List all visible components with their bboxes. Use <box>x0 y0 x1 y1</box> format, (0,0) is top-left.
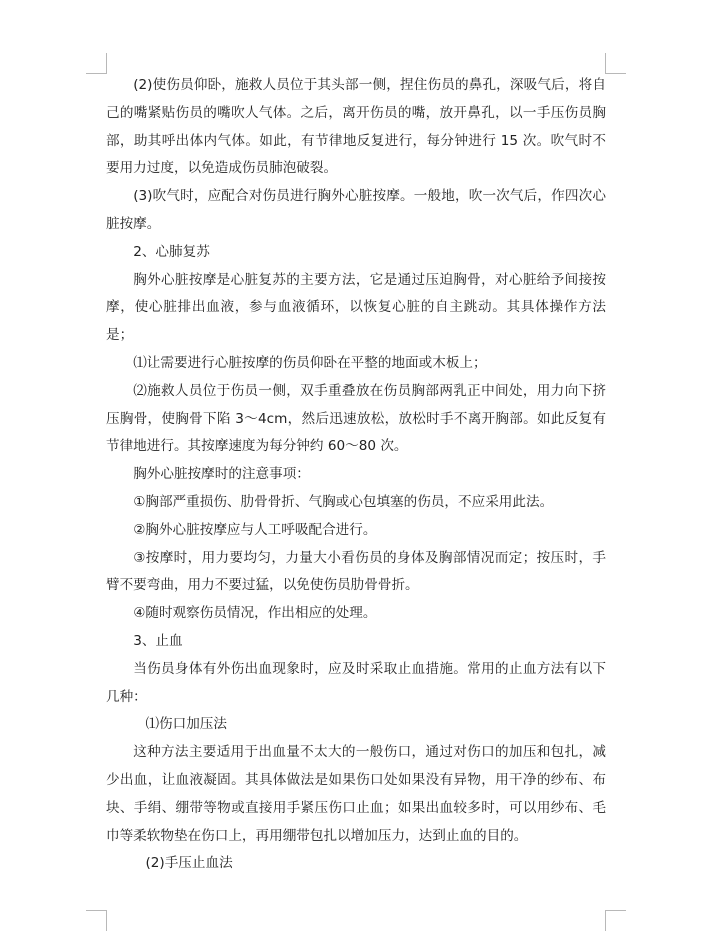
crop-mark-top-right <box>605 53 626 74</box>
section-heading-hemostasis: 3、止血 <box>133 632 183 649</box>
paragraph-cpr-note-4: ④随时观察伤员情况，作出相应的处理。 <box>133 605 377 622</box>
paragraph-hemostasis-intro: 当伤员身体有外伤出血现象时，应及时采取止血措施。常用的止血方法有以下几种： <box>106 660 606 705</box>
crop-mark-bottom-right <box>605 910 626 931</box>
paragraph-cpr-note-1: ①胸部严重损伤、肋骨骨折、气胸或心包填塞的伤员，不应采用此法。 <box>133 493 554 510</box>
paragraph-cpr-step-1: ⑴让需要进行心脏按摩的伤员仰卧在平整的地面或木板上； <box>133 354 487 371</box>
subheading-wound-pressure-method: ⑴伤口加压法 <box>145 716 227 733</box>
subheading-hand-pressure-method: (2)手压止血法 <box>145 855 233 872</box>
document-body <box>106 72 606 878</box>
paragraph-artificial-respiration-step-3: (3)吹气时，应配合对伤员进行胸外心脏按摩。一般地，吹一次气后，作四次心脏按摩。 <box>106 188 606 232</box>
paragraph-wound-pressure-method: 这种方法主要适用于出血量不太大的一般伤口，通过对伤口的加压和包扎，减少出血，让血液凝固。其具体做法是如果伤口处如果没有异物，用干净的纱布、布块、手绢、绷带等物或直接用手紧压伤口止血；如果出血较多时，可以用纱布、毛巾等柔软物垫在伤口上，再用绷带包扎以增加压力，达到止血的目的。 <box>106 744 606 844</box>
paragraph-cpr-intro: 胸外心脏按摩是心脏复苏的主要方法，它是通过压迫胸骨，对心脏给予间接按摩，使心脏排出血液，参与血液循环，以恢复心脏的自主跳动。其具体操作方法是； <box>106 271 606 344</box>
paragraph-artificial-respiration-step-2: (2)使伤员仰卧，施救人员位于其头部一侧，捏住伤员的鼻孔，深吸气后，将自己的嘴紧贴伤员的嘴吹人气体。之后，离开伤员的嘴，放开鼻孔，以一手压伤员胸部，助其呼出体内气体。如此，有节律地反复进行，每分钟进行 15 次。吹气时不要用力过度，以免造成伤员肺泡破裂。 <box>106 77 606 177</box>
section-heading-cpr: 2、心肺复苏 <box>133 243 210 260</box>
crop-mark-top-left <box>86 53 107 74</box>
paragraph-cpr-notes-heading: 胸外心脏按摩时的注意事项： <box>133 466 310 483</box>
paragraph-cpr-step-2: ⑵施救人员位于伤员一侧，双手重叠放在伤员胸部两乳正中间处，用力向下挤压胸骨，使胸骨下陷 3～4cm，然后迅速放松，放松时手不离开胸部。如此反复有节律地进行。其按摩速度为每分钟约 60～80 次。 <box>106 382 606 455</box>
paragraph-cpr-note-2: ②胸外心脏按摩应与人工呼吸配合进行。 <box>133 521 377 538</box>
paragraph-cpr-note-3: ③按摩时，用力要均匀，力量大小看伤员的身体及胸部情况而定；按压时，手臂不要弯曲，用力不要过猛，以免使伤员肋骨骨折。 <box>106 549 606 594</box>
crop-mark-bottom-left <box>86 910 107 931</box>
